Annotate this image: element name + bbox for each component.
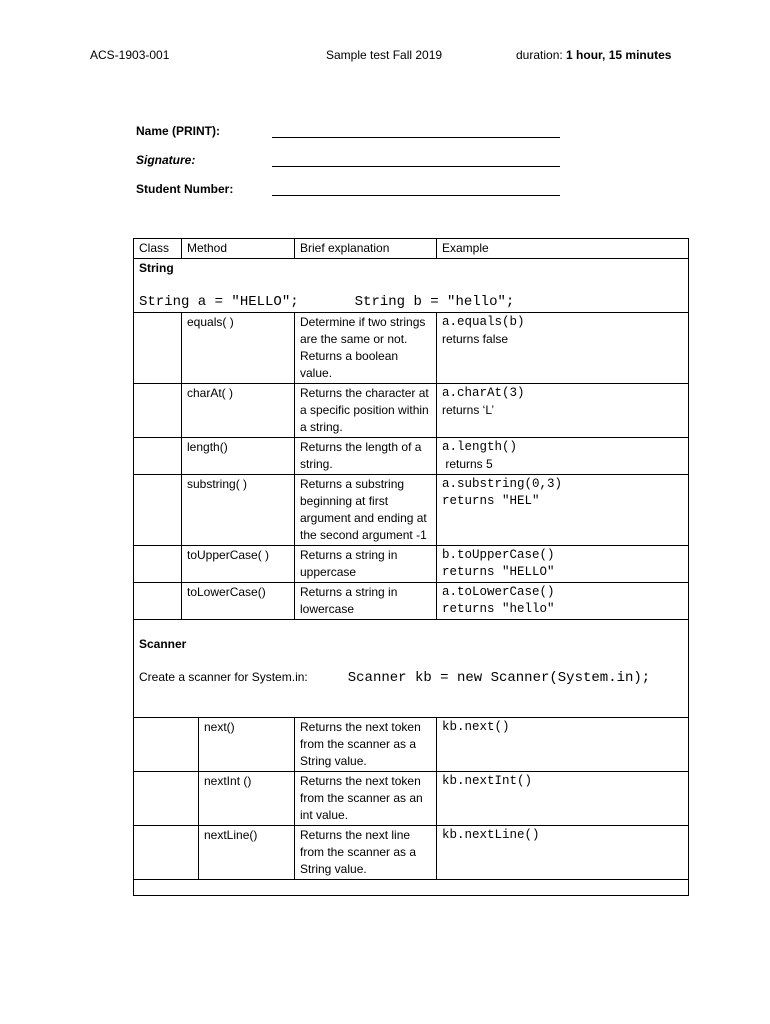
example-result: returns false	[442, 332, 509, 346]
string-section-row	[134, 259, 689, 313]
example-cell	[437, 826, 689, 880]
table-row	[134, 546, 689, 583]
string-title: String	[139, 261, 174, 275]
method-cell: length()	[182, 438, 295, 475]
name-line[interactable]	[272, 137, 560, 138]
explanation-cell: Returns a substring beginning at first argument and ending at the second argument -1	[295, 475, 437, 546]
class-cell	[134, 384, 182, 438]
scanner-create	[139, 669, 683, 687]
example-code: a.length()	[442, 440, 518, 454]
header-row	[134, 239, 689, 259]
class-cell	[134, 826, 199, 880]
table-row	[134, 772, 689, 826]
class-cell	[134, 718, 199, 772]
signature-label: Signature:	[136, 153, 196, 167]
example-cell	[437, 546, 689, 583]
header-class: Class	[134, 239, 182, 259]
method-cell: equals( )	[182, 313, 295, 384]
example-code: kb.next()	[442, 720, 510, 734]
example-code: a.substring(0,3)	[442, 477, 563, 491]
class-cell	[134, 772, 199, 826]
example-cell	[437, 583, 689, 620]
example-cell	[437, 384, 689, 438]
scanner-section-row	[134, 620, 689, 718]
example-code: a.equals(b)	[442, 315, 525, 329]
scanner-create-label: Create a scanner for System.in:	[139, 670, 308, 684]
header-example: Example	[437, 239, 689, 259]
table-row	[134, 475, 689, 546]
explanation-cell: Returns the next token from the scanner as a String value.	[295, 718, 437, 772]
method-cell: nextLine()	[199, 826, 295, 880]
student-number-label: Student Number:	[136, 182, 234, 196]
header-explanation: Brief explanation	[295, 239, 437, 259]
method-cell: substring( )	[182, 475, 295, 546]
duration	[516, 48, 671, 62]
student-number-line[interactable]	[272, 195, 560, 196]
table-row	[134, 583, 689, 620]
method-cell: nextInt ()	[199, 772, 295, 826]
example-cell	[437, 718, 689, 772]
explanation-cell: Returns a string in lowercase	[295, 583, 437, 620]
name-label: Name (PRINT):	[136, 124, 221, 138]
explanation-cell: Determine if two strings are the same or not. Returns a boolean value.	[295, 313, 437, 384]
example-cell	[437, 313, 689, 384]
test-title: Sample test Fall 2019	[326, 48, 443, 62]
example-cell	[437, 772, 689, 826]
scanner-create-code: Scanner kb = new Scanner(System.in);	[347, 670, 651, 686]
example-code: b.toUpperCase()	[442, 548, 555, 562]
table-row	[134, 718, 689, 772]
signature-line[interactable]	[272, 166, 560, 167]
example-result: returns ‘L’	[442, 403, 495, 417]
class-cell	[134, 583, 182, 620]
string-declarations	[139, 294, 683, 311]
table-row	[134, 438, 689, 475]
footer-cell	[134, 880, 689, 896]
explanation-cell: Returns the length of a string.	[295, 438, 437, 475]
decl-b: String b = "hello";	[354, 294, 515, 310]
example-code: kb.nextInt()	[442, 774, 533, 788]
method-cell: charAt( )	[182, 384, 295, 438]
scanner-section	[134, 620, 689, 718]
header-method: Method	[182, 239, 295, 259]
example-code: kb.nextLine()	[442, 828, 540, 842]
explanation-cell: Returns the character at a specific position within a string.	[295, 384, 437, 438]
decl-a: String a = "HELLO";	[139, 294, 299, 310]
example-code: a.charAt(3)	[442, 386, 525, 400]
table-row	[134, 826, 689, 880]
method-cell: toUpperCase( )	[182, 546, 295, 583]
example-result: returns "HELLO"	[442, 565, 555, 579]
reference-table	[133, 238, 689, 896]
string-section	[134, 259, 689, 313]
duration-label: duration:	[516, 48, 567, 62]
table-row	[134, 313, 689, 384]
table-row	[134, 384, 689, 438]
example-result: returns "HEL"	[442, 494, 540, 508]
class-cell	[134, 313, 182, 384]
example-cell	[437, 475, 689, 546]
explanation-cell: Returns a string in uppercase	[295, 546, 437, 583]
class-cell	[134, 475, 182, 546]
explanation-cell: Returns the next token from the scanner as an int value.	[295, 772, 437, 826]
example-cell	[437, 438, 689, 475]
example-code: a.toLowerCase()	[442, 585, 555, 599]
scanner-title: Scanner	[139, 637, 187, 651]
explanation-cell: Returns the next line from the scanner as a String value.	[295, 826, 437, 880]
example-result: returns 5	[442, 457, 493, 471]
class-cell	[134, 546, 182, 583]
example-result: returns "hello"	[442, 602, 555, 616]
course-code: ACS-1903-001	[90, 48, 170, 62]
method-cell: next()	[199, 718, 295, 772]
method-cell: toLowerCase()	[182, 583, 295, 620]
duration-value: 1 hour, 15 minutes	[566, 48, 672, 62]
class-cell	[134, 438, 182, 475]
table-footer-row	[134, 880, 689, 896]
